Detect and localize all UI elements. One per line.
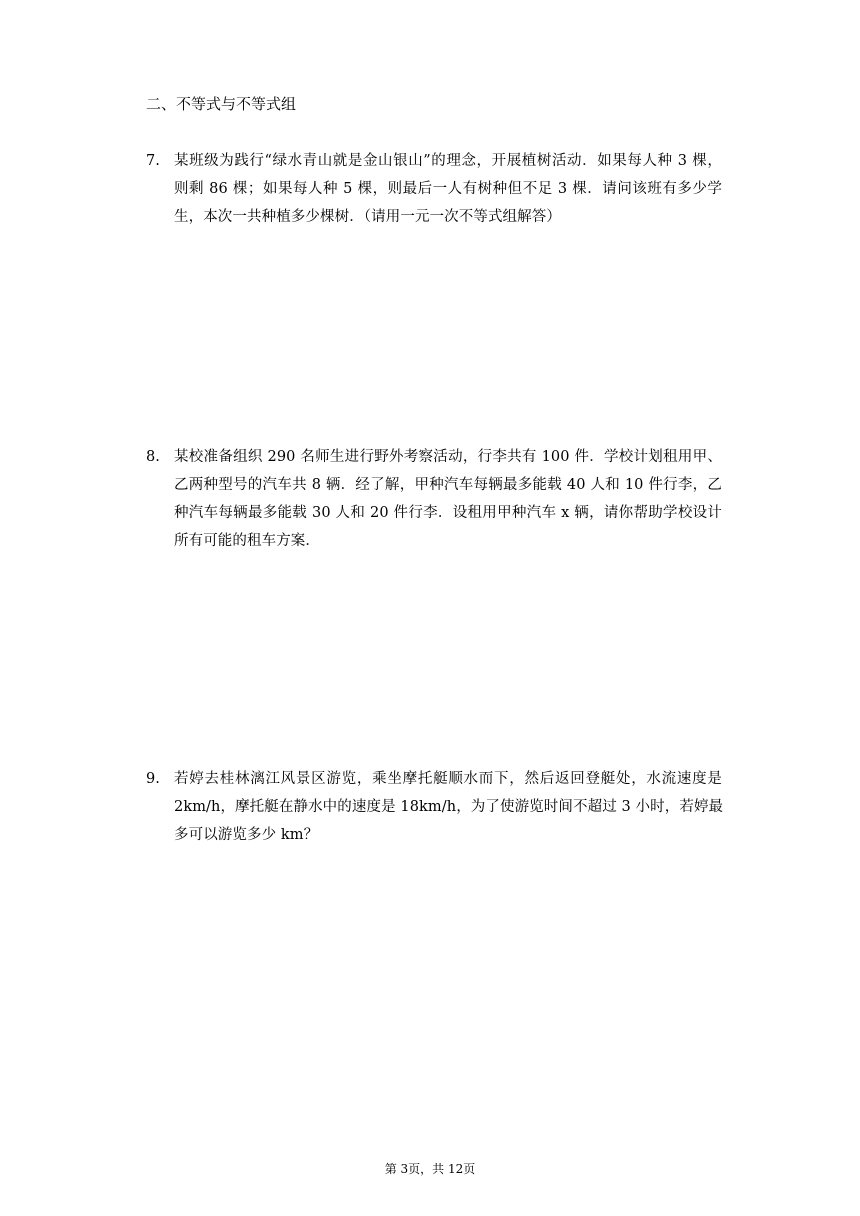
section-title: 二、不等式与不等式组 [146, 95, 297, 113]
question-number: 7. [146, 153, 160, 169]
question-line: 多可以游览多少 km？ [174, 827, 319, 843]
question-line: 2km/h，摩托艇在静水中的速度是 18km/h，为了使游览时间不超过 3 小时，若婷最 [174, 799, 724, 815]
question-line: 某校准备组织 290 名师生进行野外考察活动，行李共有 100 件．学校计划租用甲、 [174, 449, 722, 465]
question-line: 乙两种型号的汽车共 8 辆．经了解，甲种汽车每辆最多能载 40 人和 10 件行李，乙 [174, 477, 722, 493]
question-number: 8. [146, 449, 160, 465]
question-line: 生，本次一共种植多少棵树．（请用一元一次不等式组解答） [174, 209, 561, 225]
question-line: 若婷去桂林漓江风景区游览，乘坐摩托艇顺水而下，然后返回登艇处，水流速度是 [174, 771, 722, 787]
question-line: 所有可能的租车方案． [174, 533, 320, 549]
question-text [174, 765, 722, 849]
page-footer: 第 3页，共 12页 [384, 1162, 476, 1176]
question-text [174, 443, 722, 555]
question-line: 种汽车每辆最多能载 30 人和 20 件行李．设租用甲种汽车 x 辆，请你帮助学校设计 [174, 505, 722, 521]
question-number: 9. [146, 771, 160, 787]
question-line: 则剩 86 棵；如果每人种 5 棵，则最后一人有树种但不足 3 棵．请问该班有多少学 [174, 181, 722, 197]
question-line: 某班级为践行“绿水青山就是金山银山”的理念，开展植树活动．如果每人种 3 棵， [174, 153, 722, 169]
question-text [174, 147, 722, 231]
